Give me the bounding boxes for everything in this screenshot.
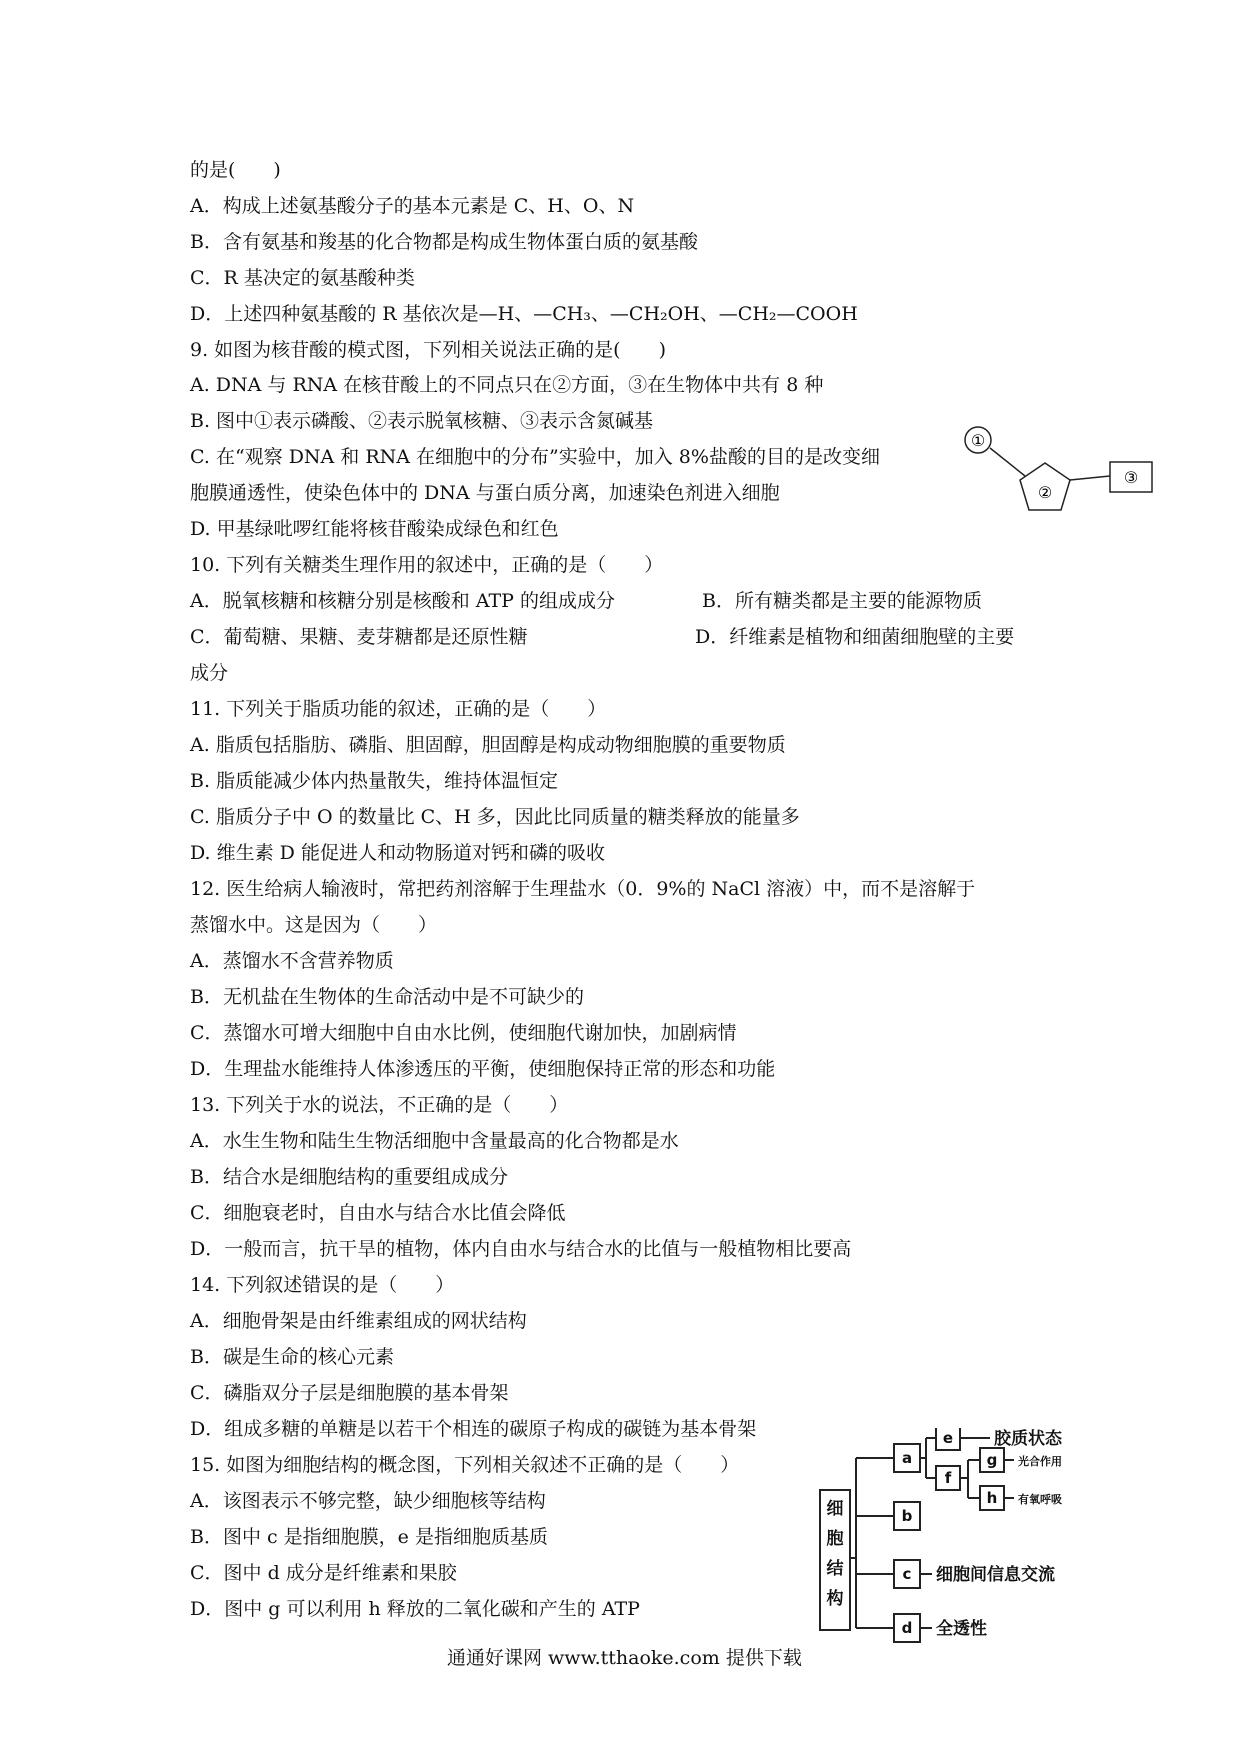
line-16: A. 脂质包括脂肪、磷脂、胆固醇，胆固醇是构成动物细胞膜的重要物质 [190, 734, 786, 756]
q10-option-d: D．纤维素是植物和细菌细胞壁的主要 [695, 626, 1015, 648]
node-d: d [901, 1619, 913, 1637]
line-34: C．磷脂双分子层是细胞膜的基本骨架 [190, 1382, 509, 1404]
line-39: C．图中 d 成分是纤维素和果胶 [190, 1562, 457, 1584]
line-28: B．结合水是细胞结构的重要组成成分 [190, 1166, 508, 1188]
line-21: 蒸馏水中。这是因为（ ） [190, 914, 438, 936]
root-char-3: 结 [826, 1559, 844, 1579]
line-22: A．蒸馏水不含营养物质 [190, 950, 394, 972]
phosphate-label: ① [970, 431, 986, 450]
line-1: A．构成上述氨基酸分子的基本元素是 C、H、O、N [190, 195, 635, 217]
cell-structure-diagram [808, 1428, 1108, 1643]
line-20: 12. 医生给病人输液时，常把药剂溶解于生理盐水（0．9%的 NaCl 溶液）中，而不是溶解于 [190, 878, 976, 900]
footer: 通通好课网 www.tthaoke.com 提供下载 [447, 1647, 802, 1669]
line-32: A．细胞骨架是由纤维素组成的网状结构 [190, 1310, 527, 1332]
line-7: B. 图中①表示磷酸、②表示脱氧核糖、③表示含氮碱基 [190, 410, 654, 432]
line-14: 成分 [190, 662, 229, 684]
root-char-2: 胞 [826, 1529, 844, 1549]
sugar-label: ② [1037, 483, 1053, 502]
node-f: f [944, 1469, 952, 1487]
line-19: D. 维生素 D 能促进人和动物肠道对钙和磷的吸收 [190, 842, 605, 864]
line-33: B．碳是生命的核心元素 [190, 1346, 394, 1368]
line-18: C. 脂质分子中 O 的数量比 C、H 多，因此比同质量的糖类释放的能量多 [190, 806, 800, 828]
line-23: B．无机盐在生物体的生命活动中是不可缺少的 [190, 986, 584, 1008]
nucleotide-diagram [960, 418, 1160, 528]
node-c: c [902, 1565, 912, 1583]
node-a: a [901, 1449, 913, 1467]
node-b: b [901, 1507, 913, 1525]
line-9: 胞膜通透性，使染色体中的 DNA 与蛋白质分离，加速染色剂进入细胞 [190, 482, 780, 504]
line-25: D．生理盐水能维持人体渗透压的平衡，使细胞保持正常的形态和功能 [190, 1058, 776, 1080]
line-10: D. 甲基绿吡啰红能将核苷酸染成绿色和红色 [190, 518, 559, 540]
label-d: 全透性 [936, 1619, 987, 1639]
line-6: A. DNA 与 RNA 在核苷酸上的不同点只在②方面，③在生物体中共有 8 种 [190, 374, 824, 396]
line-30: D．一般而言，抗干旱的植物，体内自由水与结合水的比值与一般植物相比要高 [190, 1238, 852, 1260]
node-e: e [942, 1429, 954, 1447]
label-e: 胶质状态 [994, 1429, 1062, 1449]
line-5: 9. 如图为核苷酸的模式图，下列相关说法正确的是( ) [190, 339, 666, 361]
line-2: B．含有氨基和羧基的化合物都是构成生物体蛋白质的氨基酸 [190, 231, 698, 253]
line-37: A．该图表示不够完整，缺少细胞核等结构 [190, 1490, 546, 1512]
line-8: C. 在“观察 DNA 和 RNA 在细胞中的分布”实验中，加入 8%盐酸的目的是改变细 [190, 446, 880, 468]
line-17: B. 脂质能减少体内热量散失，维持体温恒定 [190, 770, 559, 792]
line-26: 13. 下列关于水的说法，不正确的是（ ） [190, 1094, 569, 1116]
line-12: A．脱氧核糖和核糖分别是核酸和 ATP 的组成成分 [190, 590, 615, 612]
node-g: g [986, 1451, 998, 1469]
root-char-4: 构 [826, 1589, 844, 1609]
line-13: C．葡萄糖、果糖、麦芽糖都是还原性糖 [190, 626, 528, 648]
line-35: D．组成多糖的单糖是以若干个相连的碳原子构成的碳链为基本骨架 [190, 1418, 757, 1440]
label-c: 细胞间信息交流 [936, 1565, 1055, 1585]
node-h: h [986, 1489, 998, 1507]
line-36: 15. 如图为细胞结构的概念图，下列相关叙述不正确的是（ ） [190, 1454, 740, 1476]
line-3: C．R 基决定的氨基酸种类 [190, 267, 415, 289]
base-label: ③ [1123, 468, 1139, 487]
label-g: 光合作用 [1018, 1455, 1062, 1468]
line-40: D．图中 g 可以利用 h 释放的二氧化碳和产生的 ATP [190, 1598, 640, 1620]
line-24: C．蒸馏水可增大细胞中自由水比例，使细胞代谢加快，加剧病情 [190, 1022, 737, 1044]
line-4: D．上述四种氨基酸的 R 基依次是—H、—CH₃、—CH₂OH、—CH₂—COOH [190, 303, 858, 325]
label-h: 有氧呼吸 [1018, 1493, 1062, 1506]
line-38: B．图中 c 是指细胞膜，e 是指细胞质基质 [190, 1526, 548, 1548]
line-0: 的是( ) [190, 159, 281, 181]
line-29: C．细胞衰老时，自由水与结合水比值会降低 [190, 1202, 566, 1224]
q10-option-b: B．所有糖类都是主要的能源物质 [702, 590, 982, 612]
root-char-1: 细 [826, 1499, 844, 1519]
line-31: 14. 下列叙述错误的是（ ） [190, 1274, 455, 1296]
line-27: A．水生生物和陆生生物活细胞中含量最高的化合物都是水 [190, 1130, 679, 1152]
line-15: 11. 下列关于脂质功能的叙述，正确的是（ ） [190, 698, 607, 720]
line-11: 10. 下列有关糖类生理作用的叙述中，正确的是（ ） [190, 554, 664, 576]
